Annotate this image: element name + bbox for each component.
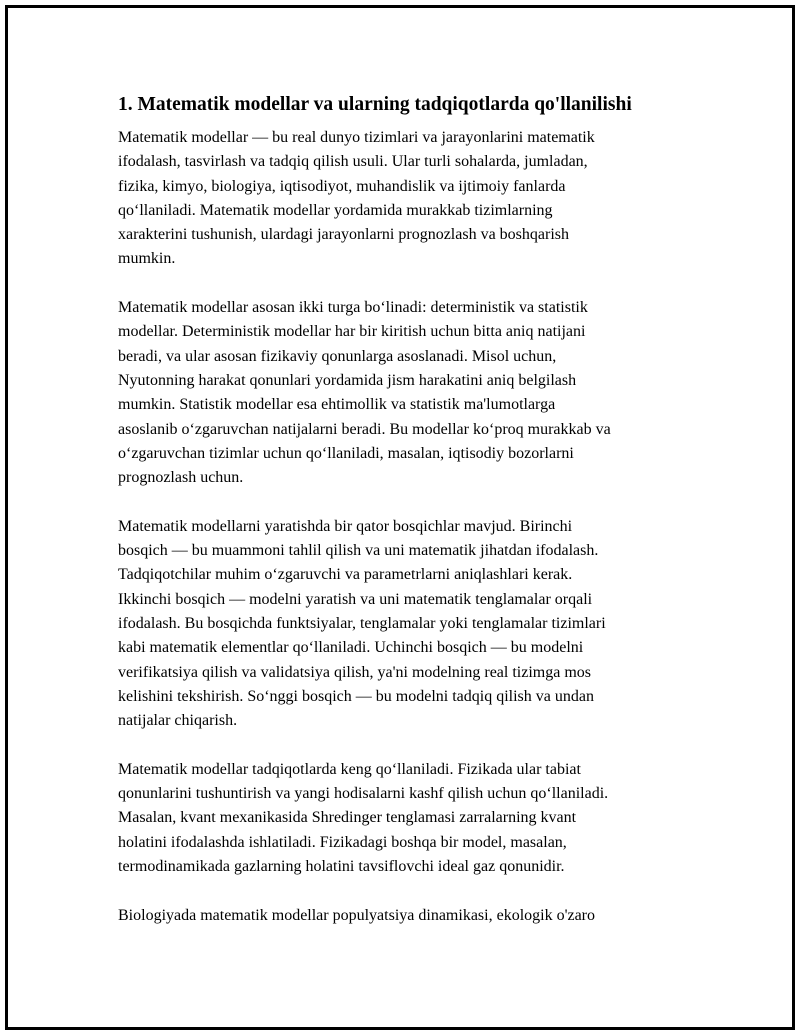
text-line: mumkin. bbox=[118, 250, 176, 268]
document-content bbox=[118, 92, 698, 952]
paragraph-1 bbox=[118, 126, 698, 272]
section-heading: 1. Matematik modellar va ularning tadqiqotlarda qo'llanilishi bbox=[118, 94, 632, 115]
paragraph-3 bbox=[118, 515, 698, 734]
text-line: asoslanib o‘zgaruvchan natijalarni beradi. Bu modellar ko‘proq murakkab va bbox=[118, 420, 611, 438]
text-line: Biologiyada matematik modellar populyatsiya dinamikasi, ekologik o'zaro bbox=[118, 906, 595, 924]
text-line: Masalan, kvant mexanikasida Shredinger tenglamasi zarralarning kvant bbox=[118, 809, 577, 827]
text-line: Matematik modellar asosan ikki turga bo‘linadi: deterministik va statistik bbox=[118, 299, 588, 317]
text-line: qonunlarini tushuntirish va yangi hodisalarni kashf qilish uchun qo‘llaniladi. bbox=[118, 785, 609, 803]
paragraph-2 bbox=[118, 296, 698, 490]
text-line: Matematik modellarni yaratishda bir qator bosqichlar mavjud. Birinchi bbox=[118, 517, 573, 535]
text-line: termodinamikada gazlarning holatini tavsiflovchi ideal gaz qonunidir. bbox=[118, 857, 565, 875]
text-line: kelishini tekshirish. So‘nggi bosqich — bu modelni tadqiq qilish va undan bbox=[118, 687, 594, 705]
text-line: beradi, va ular asosan fizikaviy qonunlarga asoslanadi. Misol uchun, bbox=[118, 347, 557, 365]
text-line: ifodalash. Bu bosqichda funktsiyalar, tenglamalar yoki tenglamalar tizimlari bbox=[118, 614, 606, 632]
text-line: ifodalash, tasvirlash va tadqiq qilish usuli. Ular turli sohalarda, jumladan, bbox=[118, 153, 588, 171]
text-line: xarakterini tushunish, ulardagi jarayonlarni prognozlash va boshqarish bbox=[118, 226, 569, 244]
text-line: natijalar chiqarish. bbox=[118, 712, 238, 730]
text-line: fizika, kimyo, biologiya, iqtisodiyot, muhandislik va ijtimoiy fanlarda bbox=[118, 177, 566, 195]
paragraph-5 bbox=[118, 904, 698, 928]
text-line: modellar. Deterministik modellar har bir kiritish uchun bitta aniq natijani bbox=[118, 323, 586, 341]
text-line: mumkin. Statistik modellar esa ehtimollik va statistik ma'lumotlarga bbox=[118, 396, 556, 414]
text-line: o‘zgaruvchan tizimlar uchun qo‘llaniladi, masalan, iqtisodiy bozorlarni bbox=[118, 444, 574, 462]
text-line: Ikkinchi bosqich — modelni yaratish va uni matematik tenglamalar orqali bbox=[118, 590, 593, 608]
text-line: qo‘llaniladi. Matematik modellar yordamida murakkab tizimlarning bbox=[118, 201, 553, 219]
text-line: verifikatsiya qilish va validatsiya qilish, ya'ni modelning real tizimga mos bbox=[118, 663, 592, 681]
text-line: kabi matematik elementlar qo‘llaniladi. Uchinchi bosqich — bu modelni bbox=[118, 639, 584, 657]
text-line: Matematik modellar — bu real dunyo tizimlari va jarayonlarini matematik bbox=[118, 129, 595, 146]
text-line: Matematik modellar tadqiqotlarda keng qo‘llaniladi. Fizikada ular tabiat bbox=[118, 760, 581, 778]
text-line: prognozlash uchun. bbox=[118, 469, 244, 487]
paragraph-4 bbox=[118, 758, 698, 879]
text-line: bosqich — bu muammoni tahlil qilish va uni matematik jihatdan ifodalash. bbox=[118, 542, 599, 560]
text-line: Nyutonning harakat qonunlari yordamida jism harakatini aniq belgilash bbox=[118, 371, 577, 389]
text-line: holatini ifodalashda ishlatiladi. Fizikadagi boshqa bir model, masalan, bbox=[118, 833, 567, 851]
text-line: Tadqiqotchilar muhim o‘zgaruvchi va parametrlarni aniqlashlari kerak. bbox=[118, 566, 573, 584]
